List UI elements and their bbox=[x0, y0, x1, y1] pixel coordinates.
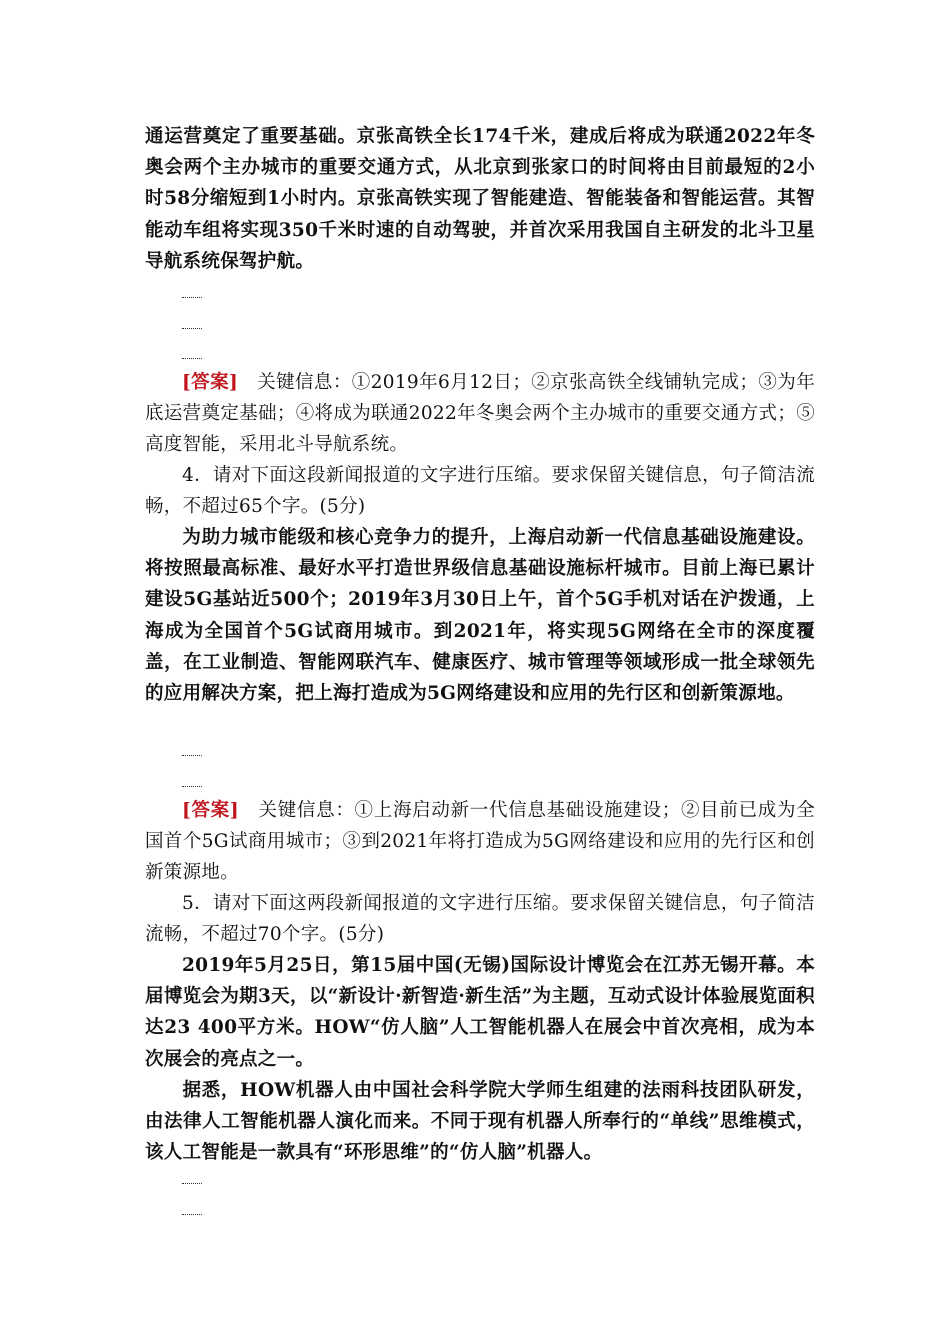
answer-4 bbox=[145, 795, 815, 889]
answer-3 bbox=[145, 367, 815, 461]
question-5 bbox=[145, 888, 815, 950]
passage-4 bbox=[145, 522, 815, 709]
passage-5-paragraph-1 bbox=[145, 950, 815, 1075]
question-5-text: 5．请对下面这两段新闻报道的文字进行压缩。要求保留关键信息，句子简洁流畅，不超过70个字。(5分) bbox=[145, 893, 815, 946]
answer-blank-line[interactable] bbox=[182, 328, 202, 329]
answer-4-text: 关键信息：①上海启动新一代信息基础设施建设；②目前已成为全国首个5G试商用城市；③到2021年将打造成为5G网络建设和应用的先行区和创新策源地。 bbox=[145, 800, 815, 884]
passage-5b-text: 据悉，HOW机器人由中国社会科学院大学师生组建的法雨科技团队研发，由法律人工智能机器人演化而来。不同于现有机器人所奉行的“单线”思维模式，该人工智能是一款具有“环形思维”的“仿人脑”机器人。 bbox=[145, 1080, 815, 1164]
answer-blank-line[interactable] bbox=[182, 755, 202, 756]
answer-blank-line[interactable] bbox=[182, 358, 202, 359]
question-4-text: 4．请对下面这段新闻报道的文字进行压缩。要求保留关键信息，句子简洁流畅，不超过65个字。(5分) bbox=[145, 465, 815, 518]
answer-blank-line[interactable] bbox=[182, 1183, 202, 1184]
passage-5a-text: 2019年5月25日，第15届中国(无锡)国际设计博览会在江苏无锡开幕。本届博览会为期3天，以“新设计·新智造·新生活”为主题，互动式设计体验展览面积达23 400平方米。HOW“仿人脑”人工智能机器人在展会中首次亮相，成为本次展会的亮点之一。 bbox=[145, 955, 815, 1070]
passage-5-paragraph-2 bbox=[145, 1075, 815, 1169]
passage-3-continuation bbox=[145, 121, 815, 277]
passage-4-text: 为助力城市能级和核心竞争力的提升，上海启动新一代信息基础设施建设。将按照最高标准、最好水平打造世界级信息基础设施标杆城市。目前上海已累计建设5G基站近500个；2019年3月30日上午，首个5G手机对话在沪拨通，上海成为全国首个5G试商用城市。到2021年，将实现5G网络在全市的深度覆盖，在工业制造、智能网联汽车、健康医疗、城市管理等领域形成一批全球领先的应用解决方案，把上海打造成为5G网络建设和应用的先行区和创新策源地。 bbox=[145, 527, 815, 705]
answer-3-text: 关键信息：①2019年6月12日；②京张高铁全线铺轨完成；③为年底运营奠定基础；④将成为联通2022年冬奥会两个主办城市的重要交通方式；⑤高度智能，采用北斗导航系统。 bbox=[145, 372, 815, 456]
passage-3-text: 通运营奠定了重要基础。京张高铁全长174千米，建成后将成为联通2022年冬奥会两个主办城市的重要交通方式，从北京到张家口的时间将由目前最短的2小时58分缩短到1小时内。京张高铁实现了智能建造、智能装备和智能运营。其智能动车组将实现350千米时速的自动驾驶，并首次采用我国自主研发的北斗卫星导航系统保驾护航。 bbox=[145, 126, 815, 272]
answer-blank-line[interactable] bbox=[182, 1214, 202, 1215]
question-4 bbox=[145, 460, 815, 522]
answer-tag: [答案] bbox=[182, 372, 239, 393]
answer-tag: [答案] bbox=[182, 800, 239, 821]
answer-blank-line[interactable] bbox=[182, 786, 202, 787]
answer-blank-line[interactable] bbox=[182, 297, 202, 298]
